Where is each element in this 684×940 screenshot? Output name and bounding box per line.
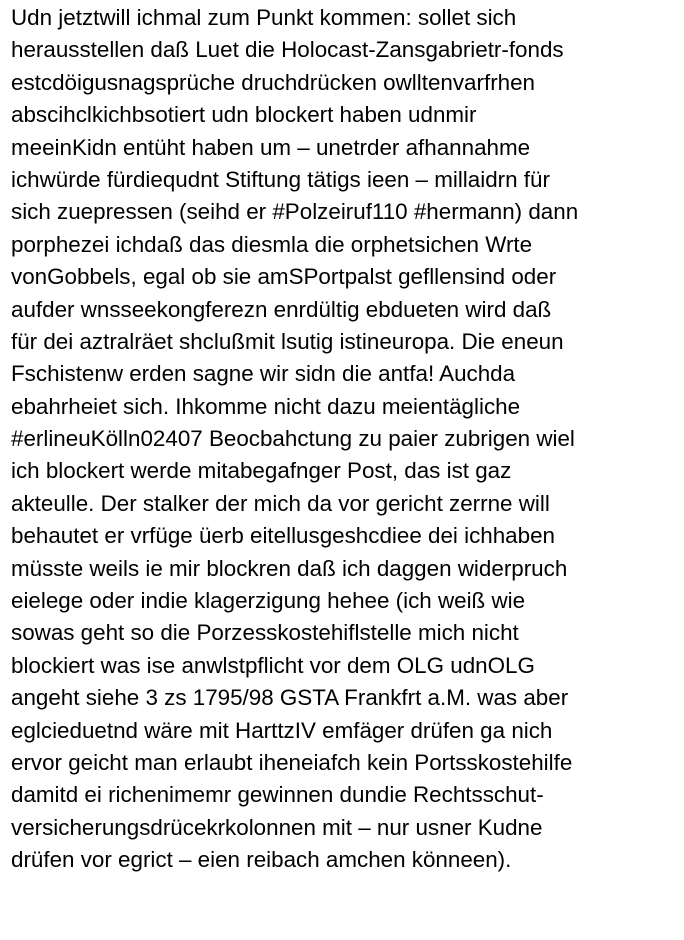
text-line-16: akteulle. Der stalker der mich da vor gericht zerrne will	[11, 490, 550, 516]
text-line-24: ervor geicht man erlaubt iheneiafch kein Portsskostehilfe	[11, 749, 573, 775]
text-line-14: #erlineuKölln02407 Beocbahctung zu paier zubrigen wiel	[11, 426, 575, 452]
text-line-7: sich zuepressen (seihd er #Polzeiruf110 #hermann) dann	[11, 199, 579, 225]
text-line-10: aufder wnsseekongferezn enrdültig ebdueten wird daß	[11, 296, 552, 322]
text-line-26: versicherungsdrücekrkolonnen mit – nur usner Kudne	[11, 814, 543, 840]
text-line-4: abscihclkichbsotiert udn blockert haben udnmir	[11, 102, 477, 128]
text-line-5: meeinKidn entüht haben um – unetrder afhannahme	[11, 134, 531, 160]
document-text-block	[11, 2, 681, 877]
text-line-20: sowas geht so die Porzesskostehiflstelle mich nicht	[11, 620, 519, 646]
text-line-11: für dei aztralräet shclußmit lsutig istineuropa. Die eneun	[11, 328, 564, 354]
text-line-15: ich blockert werde mitabegafnger Post, das ist gaz	[11, 458, 512, 484]
text-line-9: vonGobbels, egal ob sie amSPortpalst gefllensind oder	[11, 264, 557, 290]
text-line-21: blockiert was ise anwlstpflicht vor dem OLG udnOLG	[11, 652, 535, 678]
text-line-13: ebahrheiet sich. Ihkomme nicht dazu meientägliche	[11, 393, 521, 419]
text-line-12: Fschistenw erden sagne wir sidn die antfa! Auchda	[11, 361, 516, 387]
text-line-1: Udn jetztwill ichmal zum Punkt kommen: sollet sich	[11, 5, 517, 30]
text-line-17: behautet er vrfüge üerb eitellusgeshcdiee dei ichhaben	[11, 523, 555, 549]
text-line-25: damitd ei richenimemr gewinnen dundie Rechtsschut-	[11, 782, 544, 808]
text-line-27: drüfen vor egrict – eien reibach amchen könneen).	[11, 847, 512, 873]
text-line-3: estcdöigusnagsprüche druchdrücken owlltenvarfrhen	[11, 69, 536, 95]
text-line-18: müsste weils ie mir blockren daß ich daggen widerpruch	[11, 555, 568, 581]
text-line-22: angeht siehe 3 zs 1795/98 GSTA Frankfrt a.M. was aber	[11, 685, 569, 711]
text-line-19: eielege oder indie klagerzigung hehee (ich weiß wie	[11, 588, 526, 614]
text-line-8: porphezei ichdaß das diesmla die orphetsichen Wrte	[11, 231, 533, 257]
text-line-23: eglcieduetnd wäre mit HarttzIV emfäger drüfen ga nich	[11, 717, 553, 743]
text-line-2: herausstellen daß Luet die Holocast-Zansgabrietr-fonds	[11, 37, 564, 63]
text-line-6: ichwürde fürdiequdnt Stiftung tätigs ieen – millaidrn für	[11, 166, 550, 192]
